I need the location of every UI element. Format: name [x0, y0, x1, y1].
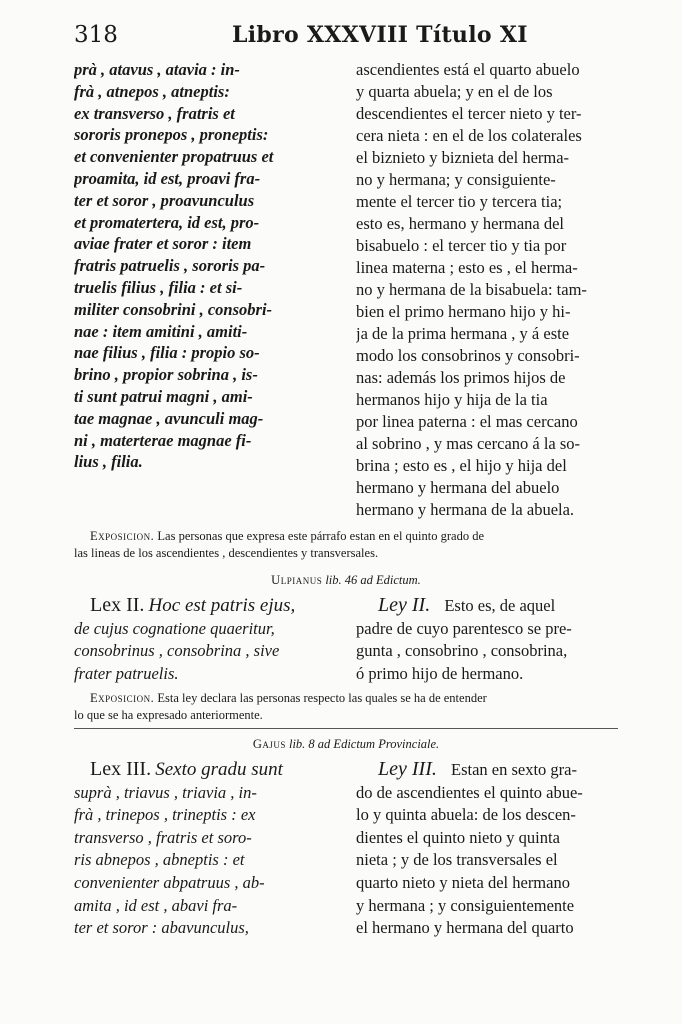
text-line: el biznieto y biznieta del herma- [356, 148, 570, 167]
text-line: no y hermana de la bisabuela: tam- [356, 280, 587, 299]
text-line: no y hermana; y consiguiente- [356, 170, 556, 189]
text-line: aviae frater et soror : item [74, 234, 252, 254]
text-line: proamita, id est, proavi fra- [74, 168, 261, 188]
text-line: esto es, hermano y hermana del [356, 214, 565, 233]
text-line: ó primo hijo de hermano. [356, 663, 524, 683]
text-line: lius , filia. [74, 452, 143, 472]
text-line: et promatertera, id est, pro- [74, 212, 260, 232]
lex-iii-latin [74, 758, 346, 940]
text-line: por linea paterna : el mas cercano [356, 412, 578, 431]
text-line: de cujus cognatione quaeritur, [74, 618, 275, 638]
exposition-lead: Exposicion. [90, 691, 155, 705]
text-line: ni , materterae magnae fi- [74, 430, 252, 450]
text-line: gunta , consobrino , consobrina, [356, 641, 568, 660]
lex-ii-latin-lines [74, 618, 346, 686]
text-line: padre de cuyo parentesco se pre- [356, 618, 572, 638]
lex-ii-first-line [74, 594, 346, 618]
text-line: modo los consobrinos y consobri- [356, 346, 580, 365]
text-line: militer consobrini , consobri- [74, 299, 273, 319]
text-line: el hermano y hermana del quarto [356, 918, 574, 938]
text-line: nas: además los primos hijos de [356, 368, 566, 387]
text-line: al sobrino , y mas cercano á la so- [356, 434, 581, 453]
page-number: 318 [74, 22, 118, 48]
source-reference: lib. 46 ad Edictum. [325, 573, 421, 587]
text-line: linea materna ; esto es , el herma- [356, 258, 578, 277]
lex-ii-latin-text: Hoc est patris ejus, [148, 595, 296, 616]
exposition-lead: Exposicion. [90, 529, 155, 543]
text-line: y hermana ; y consiguientemente [356, 895, 575, 915]
exposition-line [74, 528, 618, 545]
text-line: convenienter abpatruus , ab- [74, 872, 265, 892]
text-line: nae : item amitini , amiti- [74, 321, 248, 341]
text-line: brino , propior sobrina , is- [74, 365, 258, 385]
text-line: ter et soror : abavunculus, [74, 918, 249, 938]
text-line: frà , atnepos , atneptis: [74, 81, 230, 101]
exposition-note [74, 528, 618, 562]
text-line: transverso , fratris et soro- [74, 827, 252, 847]
text-line: descendientes el tercer nieto y ter- [356, 104, 582, 123]
text-line: et convenienter propatruus et [74, 147, 274, 167]
text-line: suprà , triavus , triavia , in- [74, 782, 257, 802]
source-citation [74, 573, 618, 588]
text-line: amita , id est , abavi fra- [74, 895, 238, 915]
lex-iii-first-line [74, 758, 346, 782]
text-line: dientes el quinto nieto y quinta [356, 827, 560, 847]
text-line: cera nieta : en el de los colaterales [356, 126, 582, 145]
text-line: do de ascendientes el quinto abue- [356, 782, 583, 802]
text-line: ja de la prima hermana , y á este [356, 324, 570, 343]
source-author: Gajus [252, 737, 286, 751]
text-line: lo y quinta abuela: de los descen- [356, 805, 576, 825]
ley-iii-spanish-lines [356, 782, 618, 940]
ley-iii-first-line [356, 758, 618, 782]
exposition-note [74, 690, 618, 724]
ley-ii-first-line [356, 594, 618, 618]
section-divider [74, 728, 618, 729]
running-title: Libro XXXVIII Título XI [232, 22, 528, 48]
text-line: mente el tercer tio y tercera tia; [356, 192, 563, 211]
text-line: bien el primo hermano hijo y hi- [356, 302, 571, 321]
text-line: frater patruelis. [74, 663, 179, 683]
ley-iii-spanish-text: Estan en sexto gra- [450, 760, 577, 779]
exposition-line: lo que se ha expresado anteriormente. [74, 708, 263, 722]
ley-iii-heading: Ley III. [378, 758, 437, 780]
text-line: ascendientes está el quarto abuelo [356, 60, 580, 79]
text-line: nieta ; y de los transversales el [356, 850, 558, 870]
text-line: fratris patruelis , sororis pa- [74, 256, 266, 276]
latin-column-continuation [74, 59, 340, 473]
lex-iii-latin-lines [74, 782, 346, 940]
lex-iii-latin-text: Sexto gradu sunt [155, 759, 283, 780]
ley-ii-spanish-lines [356, 618, 618, 686]
text-line: ti sunt patrui magni , ami- [74, 386, 253, 406]
lex-ii-heading: Lex II. [90, 594, 145, 616]
exposition-line: las lineas de los ascendientes , descendientes y transversales. [74, 546, 379, 560]
lex-ii-latin [74, 594, 346, 685]
text-line: ris abnepos , abneptis : et [74, 850, 245, 870]
text-line: frà , trinepos , trineptis : ex [74, 805, 256, 825]
source-reference: lib. 8 ad Edictum Provinciale. [288, 737, 440, 751]
text-line: consobrinus , consobrina , sive [74, 641, 280, 660]
text-line: hermano y hermana del abuelo [356, 478, 560, 497]
text-line: sororis pronepos , proneptis: [74, 125, 269, 145]
text-line: truelis filius , filia : et si- [74, 277, 243, 297]
text-line: hermano y hermana de la abuela. [356, 500, 575, 519]
text-line: bisabuelo : el tercer tio y tia por [356, 236, 567, 255]
source-citation [74, 737, 618, 752]
text-line: quarto nieto y nieta del hermano [356, 872, 570, 892]
text-line: ter et soror , proavunculus [74, 190, 255, 210]
exposition-line [74, 690, 618, 707]
text-line: prà , atavus , atavia : in- [74, 60, 240, 79]
text-line: y quarta abuela; y en el de los [356, 82, 553, 101]
spanish-column-continuation [356, 59, 618, 521]
ley-ii-spanish [356, 594, 618, 685]
text-line: brina ; esto es , el hijo y hija del [356, 456, 567, 475]
text-line: tae magnae , avunculi mag- [74, 408, 264, 428]
source-author: Ulpianus [271, 573, 323, 587]
exposition-text: Esta ley declara las personas respecto las quales se ha de entender [157, 691, 487, 705]
ley-iii-spanish [356, 758, 618, 940]
text-line: ex transverso , fratris et [74, 103, 235, 123]
exposition-text: Las personas que expresa este párrafo estan en el quinto grado de [157, 529, 485, 543]
ley-ii-spanish-text: Esto es, de aquel [444, 596, 556, 615]
text-line: nae filius , filia : propio so- [74, 343, 260, 363]
text-line: hermanos hijo y hija de la tia [356, 390, 548, 409]
ley-ii-heading: Ley II. [378, 594, 431, 616]
lex-iii-heading: Lex III. [90, 758, 152, 780]
